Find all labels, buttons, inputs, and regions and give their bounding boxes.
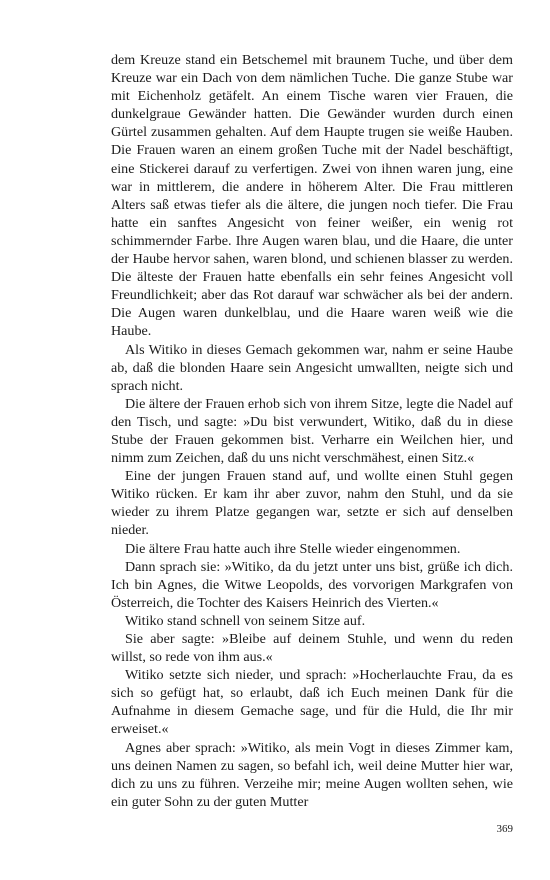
body-text bbox=[111, 51, 513, 811]
paragraph-9: Witiko setzte sich nieder, und sprach: »Hocherlauchte Frau, da es sich so gefügt hat, so erlaubt, daß ich Euch meinen Dank für die Aufnahme in diesem Gemache sage, und für die Huld, die Ihr mir erweiset.« bbox=[111, 667, 513, 738]
paragraph-6: Dann sprach sie: »Witiko, da du jetzt unter uns bist, grüße ich dich. Ich bin Agnes, die Witwe Leopolds, des vorvorigen Markgrafen von Österreich, die Tochter des Kaisers Heinrich des Vierten.« bbox=[111, 558, 513, 611]
page-number: 369 bbox=[496, 823, 513, 835]
paragraph-5: Die ältere Frau hatte auch ihre Stelle wieder eingenommen. bbox=[125, 540, 461, 557]
paragraph-7: Witiko stand schnell von seinem Sitze auf. bbox=[125, 612, 366, 629]
paragraph-10: Agnes aber sprach: »Witiko, als mein Vogt in dieses Zimmer kam, uns deinen Namen zu sagen, so befahl ich, weil deine Mutter hier war, dich zu uns zu führen. Verzeihe mir; meine Augen wollten sehen, wie ein guter Sohn zu der guten Mutter bbox=[111, 739, 513, 810]
paragraph-4: Eine der jungen Frauen stand auf, und wollte einen Stuhl gegen Witiko rücken. Er kam ihr aber zuvor, nahm den Stuhl, und da sie wieder zu ihrem Platze gegangen war, setzte er sich auf denselben nieder. bbox=[111, 468, 513, 539]
paragraph-3: Die ältere der Frauen erhob sich von ihrem Sitze, legte die Nadel auf den Tisch, und sagte: »Du bist verwundert, Witiko, daß du in diese Stube der Frauen gekommen bist. Verharre ein Weilchen hier, und nimm zum Zeichen, daß du uns nicht verschmähest, einen Sitz.« bbox=[111, 395, 513, 467]
paragraph-8: Sie aber sagte: »Bleibe auf deinem Stuhle, und wenn du reden willst, so rede von ihm aus.« bbox=[111, 631, 513, 666]
paragraph-2: Als Witiko in dieses Gemach gekommen war, nahm er seine Haube ab, daß die blonden Haare sein Angesicht umwallten, neigte sich und sprach nicht. bbox=[111, 341, 513, 394]
paragraph-1: dem Kreuze stand ein Betschemel mit braunem Tuche, und über dem Kreuze war ein Dach von dem nämlichen Tuche. Die ganze Stube war mit Eichenholz getäfelt. An einem Tische waren vier Frauen, die dunkelgraue Gewänder hatten. Die Gewänder wurden durch einen Gürtel zusammen gehalten. Auf dem Haupte trugen sie weiße Hauben. Die Frauen waren an einem großen Tuche mit der Nadel beschäftigt, eine Stickerei darauf zu verfertigen. Zwei von ihnen waren jung, eine war in mittlerem, die andere in höherem Alter. Die Frau mittleren Alters saß etwas tiefer als die ältere, die jungen noch tiefer. Die Frau hatte ein sanftes Angesicht von feiner weißer, ein wenig rot schimmernder Farbe. Ihre Augen waren blau, und die Haare, die unter der Haube hervor sahen, waren blond, und schienen blasser zu werden. Die älteste der Frauen hatte ebenfalls ein sehr feines Angesicht voll Freundlichkeit; aber das Rot darauf war schwächer als bei der andern. Die Augen waren dunkelblau, und die Haare waren weiß wie die Haube. bbox=[111, 52, 513, 340]
